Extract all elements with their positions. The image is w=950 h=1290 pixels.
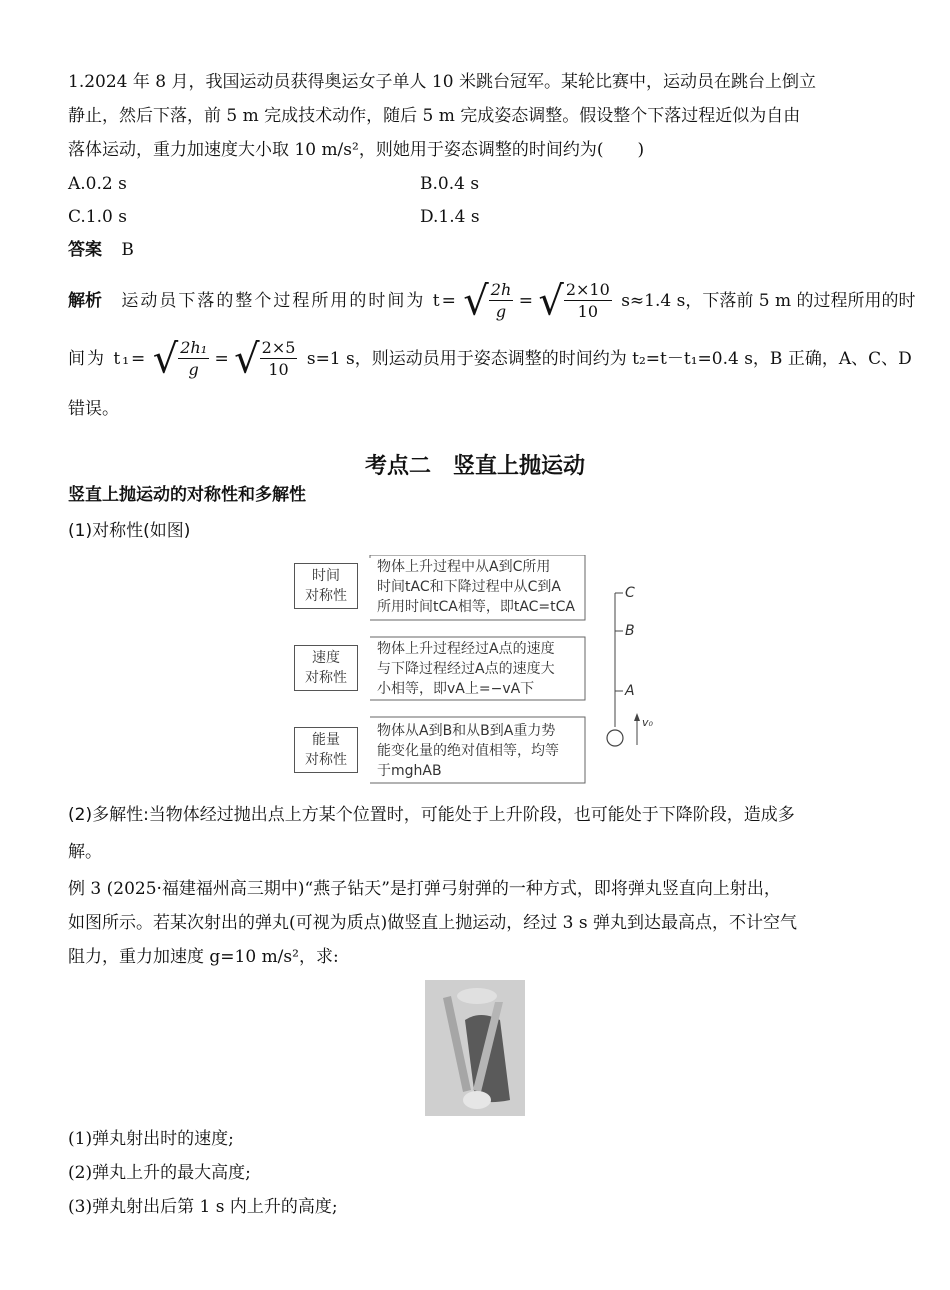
label-c: C: [625, 585, 635, 601]
ball-icon: [607, 730, 623, 746]
slingshot-illustration: [425, 980, 525, 1116]
example-question-3: (3)弹丸射出后第 1 s 内上升的高度;: [68, 1197, 338, 1217]
frac1-denominator: g: [495, 302, 507, 321]
time-symmetry-text: [377, 557, 575, 617]
analysis-label: 解析: [68, 291, 102, 311]
label-v0: v₀: [642, 716, 653, 729]
example-question-1: (1)弹丸射出时的速度;: [68, 1129, 234, 1149]
sqrt-2h-over-g: √ $\frac{2h}{g}$: [463, 278, 512, 325]
frac2-numerator: 2×10: [565, 280, 610, 299]
time-symmetry-box: [294, 563, 358, 609]
sqrt-2h1-over-g: √ $\frac{\text{2h₁}}{g}$: [152, 336, 208, 383]
box3-line2: 对称性: [305, 752, 347, 768]
slingshot-photo: [425, 980, 525, 1116]
frac3-denominator: g: [188, 360, 199, 379]
multi-solution-line-1: (2)多解性:当物体经过抛出点上方某个位置时，可能处于上升阶段，也可能处于下降阶段，造成多: [68, 805, 795, 825]
box1-line1: 时间: [312, 568, 340, 584]
frac3-numerator: 2h₁: [180, 338, 208, 357]
symmetry-label: (1)对称性(如图): [68, 521, 191, 541]
box1-line2: 对称性: [305, 588, 347, 604]
option-d: D.1.4 s: [420, 207, 480, 227]
frac4-numerator: 2×5: [261, 338, 296, 357]
frac2-denominator: 10: [577, 302, 598, 321]
answer-row: [68, 238, 134, 262]
multi-solution-line-2: 解。: [68, 842, 102, 862]
option-c: C.1.0 s: [68, 207, 127, 227]
box2-line1: 速度: [312, 650, 340, 666]
label-a: A: [625, 683, 635, 699]
frac1-numerator: 2h: [490, 280, 512, 299]
analysis-line-1: 解析 运动员下落的整个过程所用的时间为 t= √ $\frac{2h}{g}$ = √ $\frac{2\times 10}{10}$ s≈1.4 s，下落前 5 m 的过程所用的时: [68, 278, 916, 325]
example-line-2: 如图所示。若某次射出的弹丸(可视为质点)做竖直上抛运动，经过 3 s 弹丸到达最高点，不计空气: [68, 913, 798, 933]
sqrt-2x10-over-10: √ $\frac{2\times 10}{10}$: [538, 278, 610, 325]
text2-line1: 物体上升过程经过A点的速度: [377, 641, 555, 657]
section-subtitle: 竖直上抛运动的对称性和多解性: [68, 485, 306, 505]
q1-line-2: 静止，然后下落，前 5 m 完成技术动作，随后 5 m 完成姿态调整。假设整个下落过程近似为自由: [68, 106, 801, 126]
analysis-text-1a: 运动员下落的整个过程所用的时间为 t=: [121, 291, 458, 311]
analysis-text-1b: s≈1.4 s，下落前 5 m 的过程所用的时: [621, 291, 916, 311]
q1-line-1: 1.2024 年 8 月，我国运动员获得奥运女子单人 10 米跳台冠军。某轮比赛中，运动员在跳台上倒立: [68, 72, 816, 92]
velocity-symmetry-text: [377, 639, 555, 699]
option-b: B.0.4 s: [420, 174, 480, 194]
answer-value: B: [121, 240, 134, 260]
text2-line2: 与下降过程经过A点的速度大: [377, 661, 555, 677]
box3-line1: 能量: [312, 732, 340, 748]
example-line-1: 例 3 (2025·福建福州高三期中)“燕子钻天”是打弹弓射弹的一种方式，即将弹丸竖直向上射出，: [68, 879, 781, 899]
energy-symmetry-text: [377, 721, 559, 781]
example-line-3: 阻力，重力加速度 g=10 m/s²，求:: [68, 947, 339, 967]
energy-symmetry-box: [294, 727, 358, 773]
text2-line3: 小相等，即vA上=−vA下: [377, 681, 535, 697]
box2-line2: 对称性: [305, 670, 347, 686]
sqrt-2x5-over-10: √ $\frac{2\times 5}{10}$: [234, 336, 296, 383]
example-question-2: (2)弹丸上升的最大高度;: [68, 1163, 251, 1183]
text1-line1: 物体上升过程中从A到C所用: [377, 559, 551, 575]
text1-line3: 所用时间tCA相等，即tAC=tCA: [377, 599, 576, 615]
frac4-denominator: 10: [268, 360, 289, 379]
velocity-symmetry-box: [294, 645, 358, 691]
analysis-line-2: 间为 t₁= √ $\frac{\text{2h₁}}{g}$ = √ $\frac{2\times 5}{10}$ s=1 s，则运动员用于姿态调整的时间约为 t₂=t－t₁=0.4 s，B 正确，A、C、D: [68, 336, 912, 383]
analysis-text-2b: s=1 s，则运动员用于姿态调整的时间约为 t₂=t－t₁=0.4 s，B 正确，A、C、D: [306, 349, 912, 369]
text1-line2: 时间tAC和下降过程中从C到A: [377, 579, 561, 595]
section-title: 考点二 竖直上抛运动: [364, 454, 585, 479]
arrow-up-icon: [634, 713, 640, 721]
q1-line-3: 落体运动，重力加速度大小取 10 m/s²，则她用于姿态调整的时间约为( ): [68, 140, 645, 160]
analysis-text-2a: 间为 t₁=: [68, 349, 148, 369]
text3-line3: 于mghAB: [377, 763, 442, 779]
analysis-line-3: 错误。: [68, 399, 119, 419]
text3-line2: 能变化量的绝对值相等，均等: [377, 743, 559, 759]
label-b: B: [625, 623, 635, 639]
text3-line1: 物体从A到B和从B到A重力势: [377, 723, 556, 739]
option-a: A.0.2 s: [68, 174, 127, 194]
answer-label: 答案: [68, 240, 102, 260]
symmetry-diagram: [290, 555, 670, 785]
